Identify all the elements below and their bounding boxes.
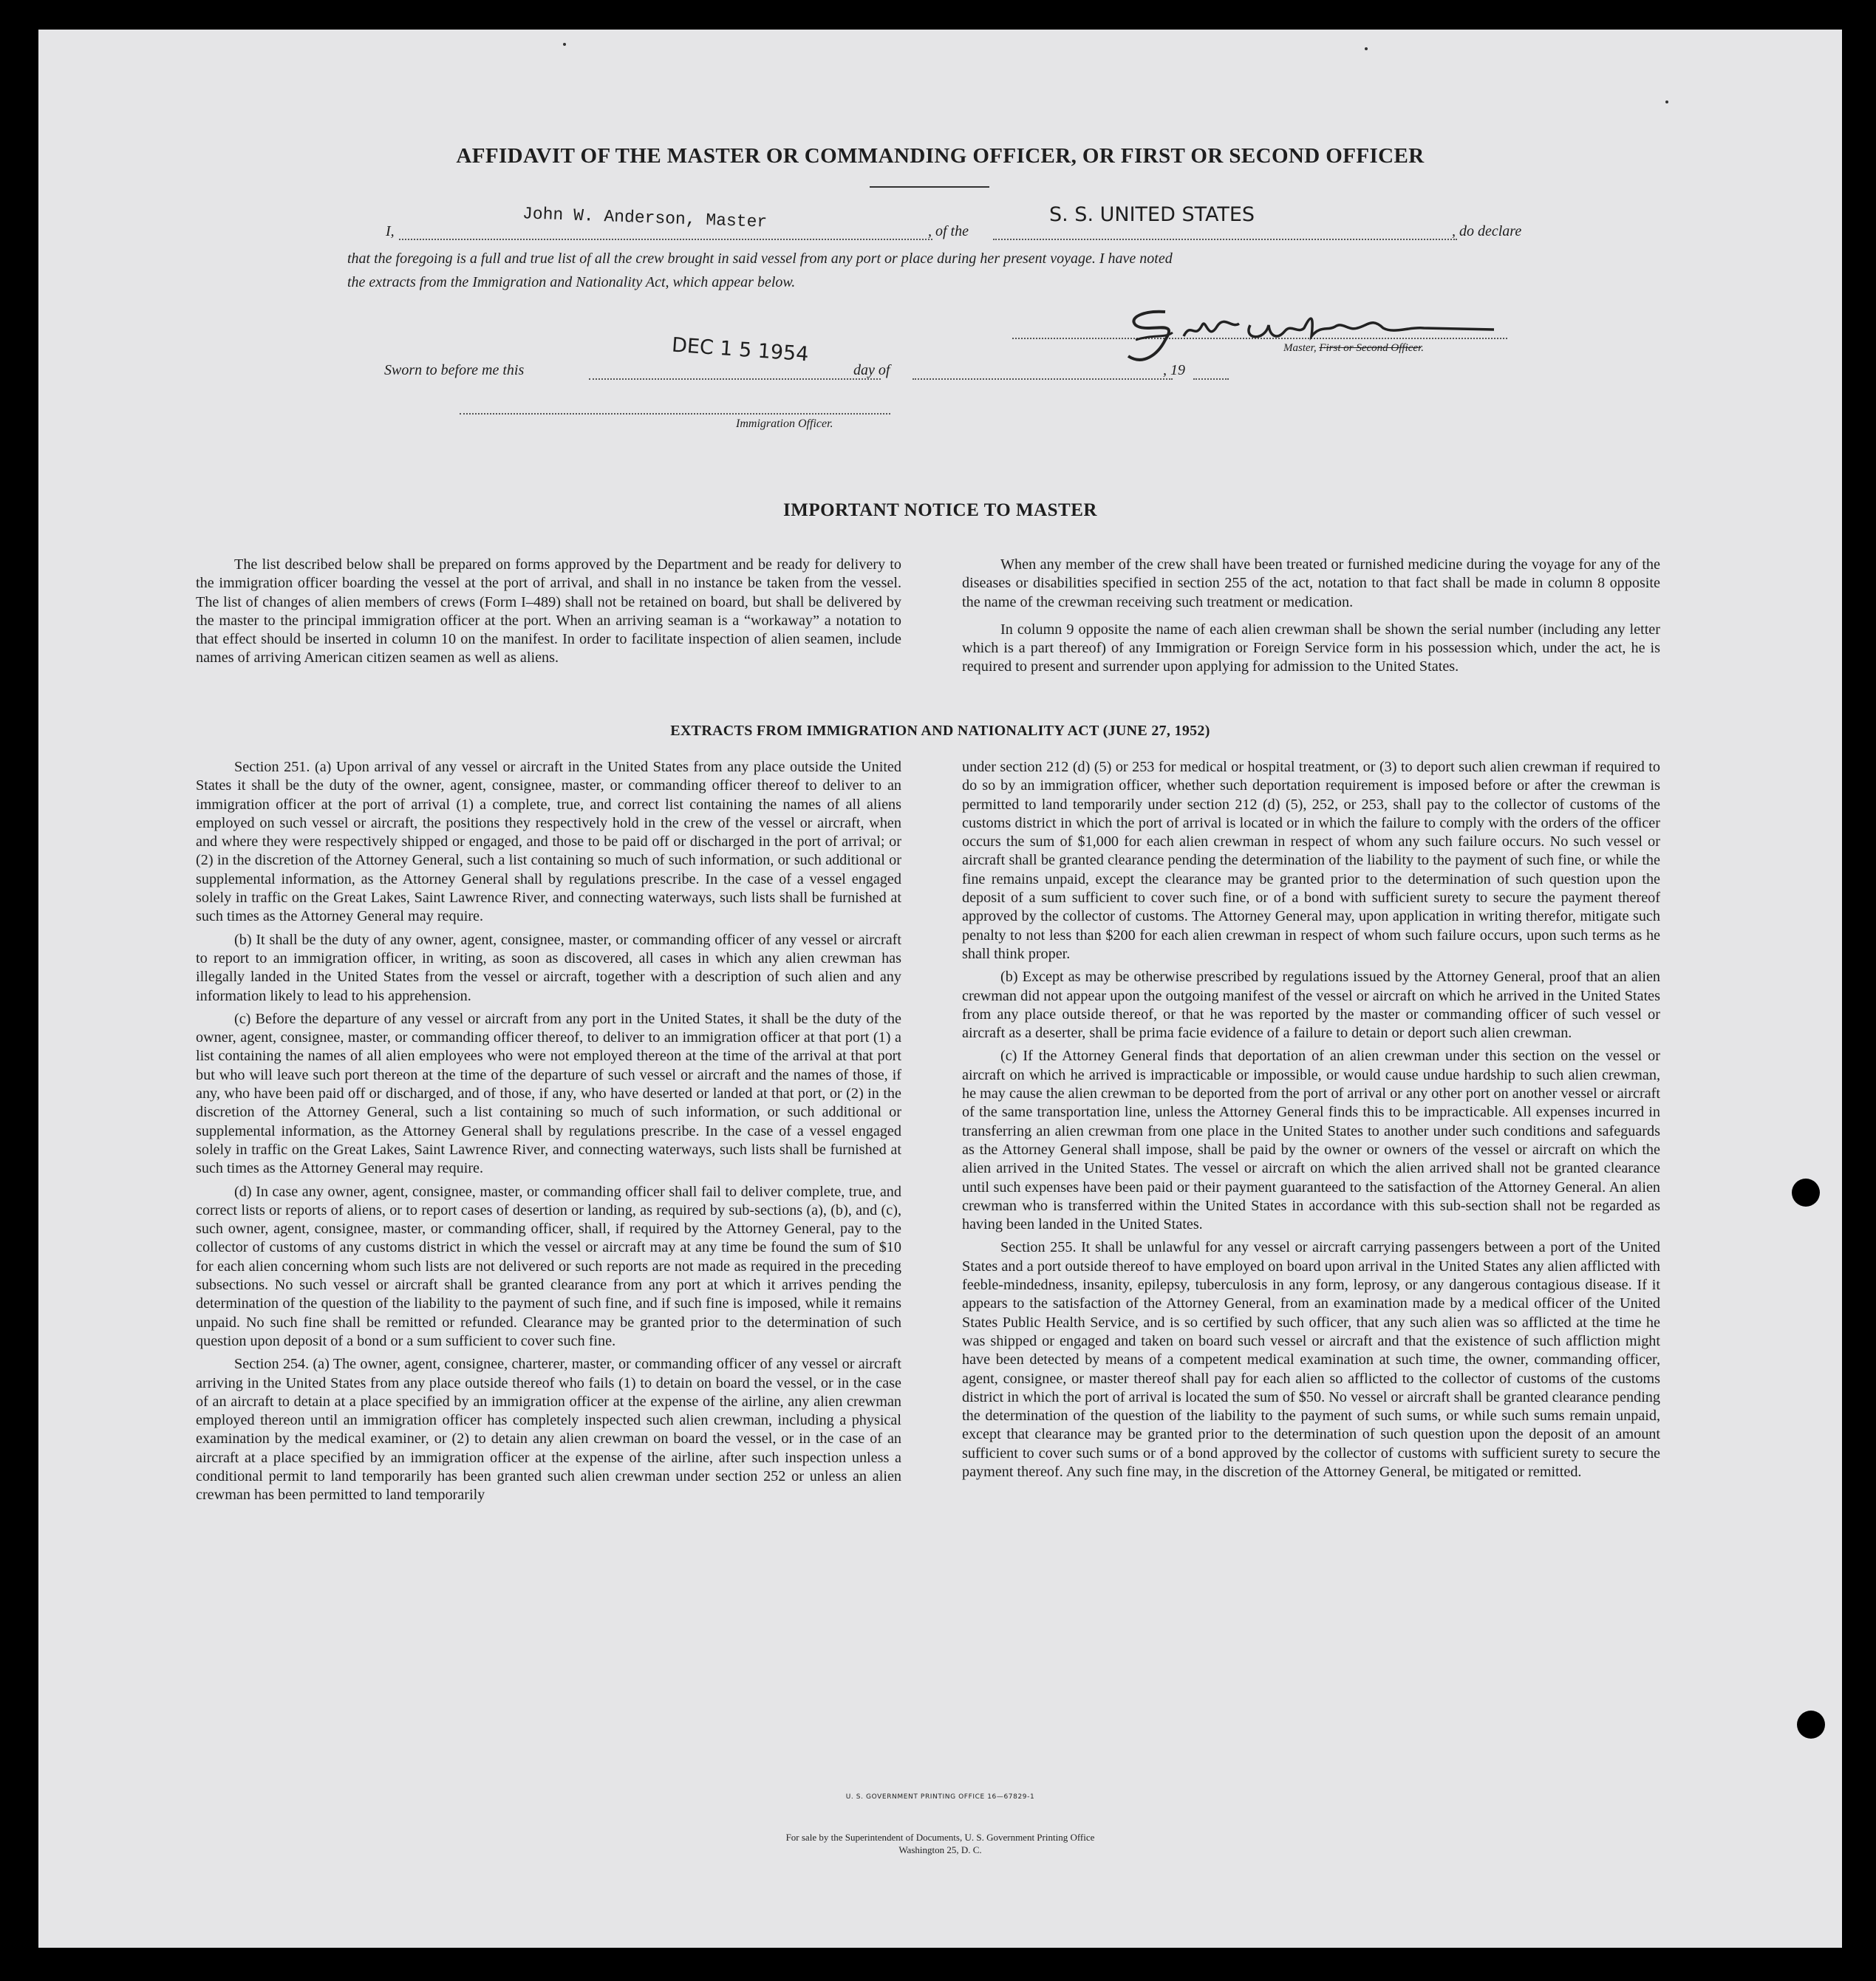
struck-officer-caption: First or Second Officer <box>1319 342 1422 354</box>
statute-paragraph: under section 212 (d) (5) or 253 for medical or hospital treatment, or (3) to deport such alien crewman if required to do so by an immigration officer, whether such deportation requirement is imposed before or after the crewman is permitted to land temporarily under section 212 (d) (5), 252, or 253, shall pay to the collector of customs of the customs district in which the port of arrival is located or in which the failure to comply with the orders of the officer occurs the sum of $1,000 for each alien crewman in respect of whom any such failure occurs. No such vessel or aircraft shall be granted clearance pending the determination of the liability to the payment of such fine, or while the fine remains unpaid, except the clearance may be granted prior to the determination of such question upon the deposit of a sum sufficient to cover such fine, or of a bond with sufficient surety to secure the payment thereof approved by the collector of customs. The Attorney General may, upon application in writing therefor, mitigate such penalty to not less than $200 for each alien crewman in respect of whom such failure occurs, upon such terms as he shall think proper. <box>962 759 1660 962</box>
printer-imprint: U. S. GOVERNMENT PRINTING OFFICE 16—67829-1 <box>845 1793 1035 1801</box>
speck <box>563 43 566 46</box>
punch-hole <box>1797 1711 1825 1739</box>
do-declare-label: , do declare <box>1452 223 1522 239</box>
caption-end: . <box>1421 342 1424 354</box>
master-caption-label: Master, <box>1283 342 1317 354</box>
name-line <box>399 239 932 240</box>
sale-note <box>38 1831 1842 1856</box>
month-line <box>913 378 1173 380</box>
notice-title: IMPORTANT NOTICE TO MASTER <box>783 500 1097 520</box>
i-label: I, <box>386 223 395 239</box>
notice-paragraph: When any member of the crew shall have been treated or furnished medicine during the voyage for any of the diseases or disabilities specified in section 255 of the act, notation to that fact shall be made in column 8 opposite the name of the crewman receiving such treatment or medication. <box>962 556 1660 610</box>
statute-paragraph: (b) Except as may be otherwise prescribed by regulations issued by the Attorney General, proof that an alien crewman did not appear upon the outgoing manifest of the vessel or aircraft on which he arrived in the United States from any place outside thereof, or that he was reported by the master or commanding officer of such vessel or aircraft as a deserter, shall be prima facie evidence of a failure to detain or deport such alien crewman. <box>962 969 1660 1042</box>
statute-paragraph: (c) Before the departure of any vessel or aircraft from any port in the United States, it shall be the duty of the owner, agent, consignee, master, or commanding officer thereof, to deliver to an immigration officer at that port (1) a list containing the names of all alien employees who were not employed thereon at the time of the arrival at that port but who will leave such port thereon at the time of the departure of such vessel or aircraft and the names of those, if any, who have been paid off or discharged, and of those, if any, who have deserted or landed at that port, or (2) in the discretion of the Attorney General, such a list containing so much of such information, or such additional or supplemental information, as the Attorney General shall by regulations prescribe. In the case of a vessel engaged solely in traffic on the Great Lakes, Saint Lawrence River, and connecting waterways, such lists shall be furnished at such times as the Attorney General may require. <box>196 1010 901 1177</box>
notice-paragraph: In column 9 opposite the name of each alien crewman shall be shown the serial number (including any letter which is a part thereof) of any Immigration or Foreign Service form in his possession which, under the act, he is required to present and surrender upon applying for admission to the United States. <box>962 621 1660 675</box>
extracts-title: EXTRACTS FROM IMMIGRATION AND NATIONALITY ACT (JUNE 27, 1952) <box>670 723 1210 739</box>
notice-right-column <box>962 556 1660 681</box>
statute-paragraph: Section 251. (a) Upon arrival of any vessel or aircraft in the United States from any place outside the United States it shall be the duty of the owner, agent, consignee, master, or commanding officer thereof to deliver to an immigration officer at the port of arrival (1) a complete, true, and correct list containing the names of all aliens employed on such vessel or aircraft, the positions they respectively hold in the crew of the vessel or aircraft, when and where they were respectively shipped or engaged, and those to be paid off or discharged in the port of arrival; or (2) in the discretion of the Attorney General, such a list containing so much of such information, or such additional or supplemental information, as the Attorney General shall by regulations prescribe. In the case of a vessel engaged solely in traffic on the Great Lakes, Saint Lawrence River, and connecting waterways, such lists shall be furnished at such times as the Attorney General may require. <box>196 759 901 925</box>
sale-line-1: For sale by the Superintendent of Documents, U. S. Government Printing Office <box>785 1832 1095 1843</box>
of-the-label: , of the <box>928 223 969 239</box>
speck <box>1365 47 1368 50</box>
title-rule <box>870 186 989 188</box>
date-stamp: DEC 1 5 1954 <box>671 333 810 366</box>
officer-signature-line <box>460 413 890 415</box>
notice-left-column <box>196 556 901 672</box>
declaration-line-2: the extracts from the Immigration and Nationality Act, which appear below. <box>347 274 796 290</box>
day-of-label: day of <box>853 362 890 378</box>
year-line <box>1193 378 1229 380</box>
statute-paragraph: (d) In case any owner, agent, consignee, master, or commanding officer shall fail to deliver complete, true, and correct lists or reports of aliens, or to report cases of desertion or landing, as required by sub-sections (a), (b), and (c), such owner, agent, consignee, master, or commanding officer, shall, if required by the Attorney General, pay to the collector of customs of any customs district in which the vessel or aircraft may at any time be found the sum of $10 for each alien concerning whom such lists are not delivered or such reports are not made as required in the preceding subsections. No such vessel or aircraft shall be granted clearance from any port at which it arrives pending the determination of the question of the liability to the payment of such fine, and if such fine is imposed, while it remains unpaid. No such fine shall be remitted or refunded. Clearance may be granted prior to the determination of such question upon deposit of a bond or a sum sufficient to cover such fine. <box>196 1183 901 1349</box>
document-page <box>38 30 1842 1948</box>
punch-hole <box>1792 1179 1820 1207</box>
year-label: , 19 <box>1163 362 1185 378</box>
vessel-line <box>993 239 1457 240</box>
notice-paragraph: The list described below shall be prepared on forms approved by the Department and be ready for delivery to the immigration officer boarding the vessel at the port of arrival, and shall in no instance be taken from the vessel. The list of changes of alien members of crews (Form I–489) shall not be retained on board, but shall be delivered by the master to the principal immigration officer at the port. When an arriving seaman is a “workaway” a notation to that effect should be inserted in column 10 on the manifest. In order to facilitate inspection of alien seamen, include names of arriving American citizen seamen as well as aliens. <box>196 556 901 666</box>
statute-paragraph: Section 254. (a) The owner, agent, consignee, charterer, master, or commanding officer of any vessel or aircraft arriving in the United States from any place outside thereof who fails (1) to detain on board the vessel, or in the case of an aircraft to detain at a place specified by an immigration officer at the expense of the airline, any alien crewman employed thereon until an immigration officer has completely inspected such alien crewman, including a physical examination by the medical examiner, or (2) to detain any alien crewman on board the vessel, or in the case of an aircraft at a place specified by an immigration officer at the expense of the airline, after such inspection unless a conditional permit to land temporarily has been granted such alien crewman under section 252 or unless an alien crewman has been permitted to land temporarily <box>196 1356 901 1504</box>
sale-line-2: Washington 25, D. C. <box>898 1844 982 1855</box>
sworn-date-line <box>589 378 881 380</box>
officer-caption: Immigration Officer. <box>736 417 833 430</box>
statute-paragraph: (c) If the Attorney General finds that deportation of an alien crewman under this section on the vessel or aircraft on which he arrived is impracticable or impossible, or would cause undue hardship to such alien crewman, he may cause the alien crewman to be deported from the port of arrival or any other port on another vessel or aircraft of the same transportation line, unless the Attorney General finds this to be impracticable. All expenses incurred in transferring an alien crewman from one place in the United States to another under such conditions and safeguards as the Attorney General shall impose, shall be paid by the owner or owners of the vessel or aircraft on which the alien arrived in the United States. The vessel or aircraft on which the alien arrived shall not be granted clearance until such expenses have been paid or their payment guaranteed to the satisfaction of the Attorney General. An alien crewman who is transferred within the United States in accordance with this sub-section shall not be regarded as having been landed in the United States. <box>962 1048 1660 1233</box>
extracts-right-column <box>962 758 1660 1486</box>
extracts-left-column <box>196 758 901 1510</box>
vessel-name: S. S. UNITED STATES <box>1049 203 1255 226</box>
master-caption <box>1283 342 1424 355</box>
master-name: John W. Anderson, Master <box>522 204 768 232</box>
declaration-line-1: that the foregoing is a full and true list of all the crew brought in said vessel from any port or place during her present voyage. I have noted <box>347 250 1173 267</box>
statute-paragraph: (b) It shall be the duty of any owner, agent, consignee, master, or commanding officer of any vessel or aircraft to report to an immigration officer, in writing, as soon as discovered, all cases in which any alien crewman has illegally landed in the United States from the vessel or aircraft, together with a description of such alien and any information likely to lead to his apprehension. <box>196 931 901 1004</box>
affidavit-title: AFFIDAVIT OF THE MASTER OR COMMANDING OFFICER, OR FIRST OR SECOND OFFICER <box>456 144 1425 168</box>
speck <box>1665 100 1668 103</box>
statute-paragraph: Section 255. It shall be unlawful for any vessel or aircraft carrying passengers between a port of the United States and a port outside thereof to have employed on board upon arrival in the United States any alien afflicted with feeble-mindedness, insanity, epilepsy, tuberculosis in any form, leprosy, or any dangerous contagious disease. If it appears to the satisfaction of the Attorney General, from an examination made by a medical officer of the United States Public Health Service, and is so certified by such officer, that any such alien was so afflicted at the time he was shipped or engaged and taken on board such vessel or aircraft and that the existence of such affliction might have been detected by means of a competent medical examination at such time, the owner, commanding officer, agent, consignee, or master thereof shall pay for each alien so afflicted to the collector of customs of the customs district in which the port of arrival is located the sum of $50. No vessel or aircraft shall be granted clearance pending the determination of the question of the liability to the payment of such sums, or while such sums remain unpaid, except that clearance may be granted prior to the determination of such question upon the deposit of an amount sufficient to cover such sums or of a bond approved by the collector of customs with sufficient surety to secure the payment thereof. Any such fine may, in the discretion of the Attorney General, be mitigated or remitted. <box>962 1239 1660 1480</box>
sworn-label: Sworn to before me this <box>384 362 525 378</box>
